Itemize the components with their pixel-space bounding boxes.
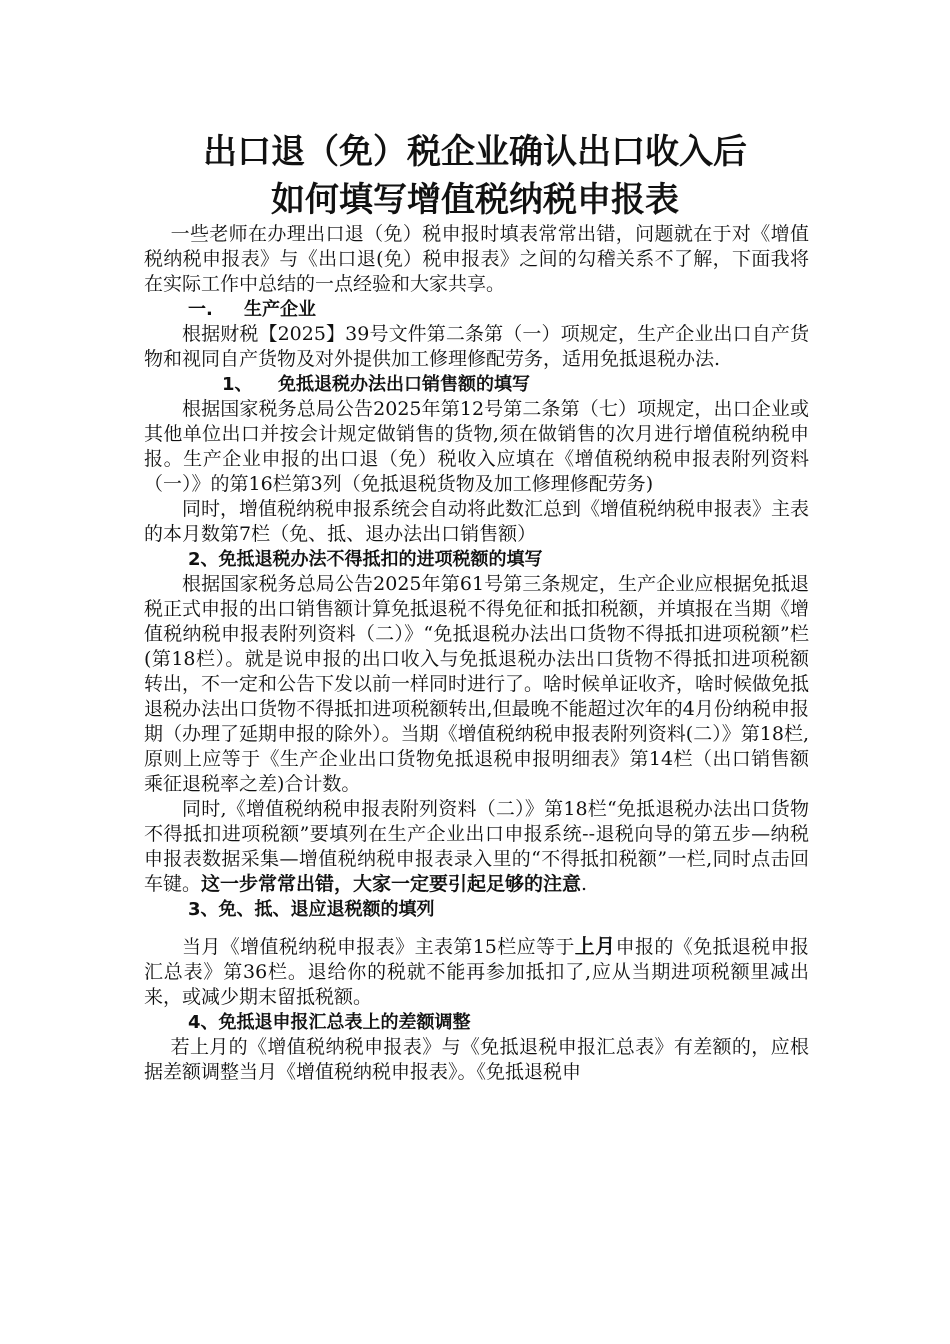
intro-paragraph: 一些老师在办理出口退（免）税申报时填表常常出错，问题就在于对《增值税纳税申报表》与《出口退(免）税申报表》之间的勾稽关系不了解，下面我将在实际工作中总结的一点经验和大家共享。 (144, 223, 809, 295)
item1-paragraph-2: 同时，增值税纳税申报系统会自动将此数汇总到《增值税纳税申报表》主表的本月数第7栏（免、抵、退办法出口销售额） (144, 498, 810, 545)
item3-paragraph (144, 934, 809, 1010)
item2-paragraph-1: 根据国家税务总局公告2025年第61号第三条规定，生产企业应根据免抵退税正式申报的出口销售额计算免抵退税不得免征和抵扣税额，并填报在当期《增值税纳税申报表附列资料（二）》“免抵退税办法出口货物不得抵扣进项税额”栏(第18栏）。就是说申报的出口收入与免抵退税办法出口货物不得抵扣进项税额转出，不一定和公告下发以前一样同时进行了。啥时候单证收齐，啥时候做免抵退税办法出口货物不得抵扣进项税额转出,但最晚不能超过次年的4月份纳税申报期（办理了延期申报的除外）。当期《增值税纳税申报表附列资料(二）》第18栏,原则上应等于《生产企业出口货物免抵退税申报明细表》第14栏（出口销售额乘征退税率之差)合计数。 (144, 573, 810, 795)
document-title-line-1: 出口退（免）税企业确认出口收入后 (203, 132, 747, 172)
section-number: 一. (188, 299, 213, 320)
item1-number: 1、 (222, 374, 253, 395)
section-heading-production-enterprise (144, 297, 809, 322)
item3-heading: 3、免、抵、退应退税额的填列 (188, 899, 435, 920)
item2-paragraph-2-end: . (581, 873, 588, 895)
section1-paragraph: 根据财税【2025】39号文件第二条第（一）项规定，生产企业出口自产货物和视同自产货物及对外提供加工修理修配劳务，适用免抵退税办法. (144, 323, 809, 370)
item3-text-a: 当月《增值税纳税申报表》主表第15栏应等于 (182, 936, 575, 958)
item2-heading: 2、免抵退税办法不得抵扣的进项税额的填写 (188, 549, 543, 570)
item2-paragraph-2-text: 同时,《增值税纳税申报表附列资料（二）》第18栏“免抵退税办法出口货物不得抵扣进项税额”要填列在生产企业出口申报系统--退税向导的第五步—纳税申报表数据采集—增值税纳税申报表录入里的“不得抵扣税额”一栏,同时点击回车键。 (144, 798, 809, 895)
item4-paragraph: 若上月的《增值税纳税申报表》与《免抵退税申报汇总表》有差额的，应根据差额调整当月《增值税纳税申报表》。《免抵退税申 (144, 1036, 809, 1083)
item2-paragraph-2 (144, 797, 809, 897)
item1-heading (144, 372, 809, 397)
section-title: 生产企业 (244, 299, 316, 320)
item2-warning-emphasis: 这一步常常出错，大家一定要引起足够的注意 (201, 873, 582, 895)
item1-title: 免抵退税办法出口销售额的填写 (278, 374, 530, 395)
item4-heading: 4、免抵退申报汇总表上的差额调整 (188, 1012, 471, 1033)
item3-emphasis-last-month: 上月 (574, 934, 616, 958)
item1-paragraph-1: 根据国家税务总局公告2025年第12号第二条第（七）项规定，出口企业或其他单位出口并按会计规定做销售的货物,须在做销售的次月进行增值税纳税申报。生产企业申报的出口退（免）税收入应填在《增值税纳税申报表附列资料（一）》的第16栏第3列（免抵退税货物及加工修理修配劳务) (144, 398, 809, 495)
document-title-line-2: 如何填写增值税纳税申报表 (271, 180, 679, 220)
document-body (144, 222, 809, 1085)
item3-text-b: 申报的《免抵退税申报汇总表》第36栏。退给你的税就不能再参加抵扣了,应从当期进项税额里减出来，或减少期末留抵税额。 (144, 936, 809, 1008)
